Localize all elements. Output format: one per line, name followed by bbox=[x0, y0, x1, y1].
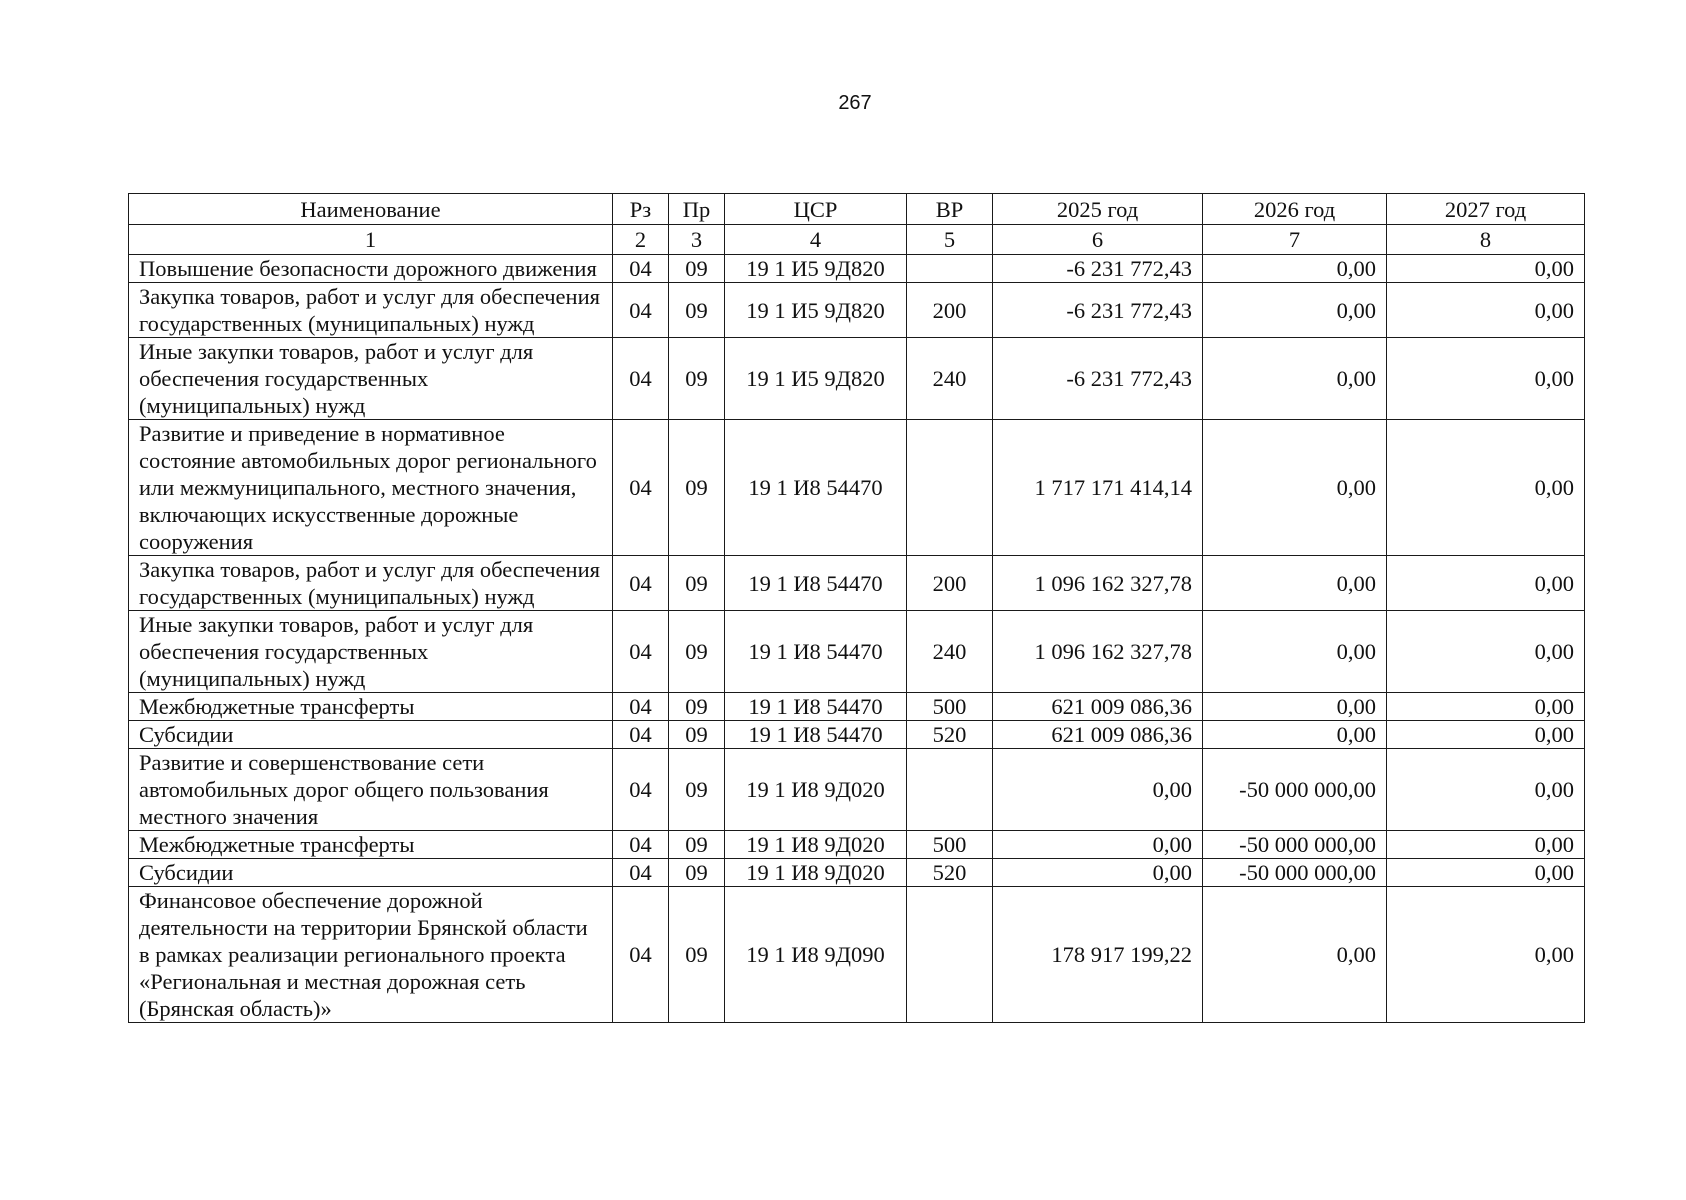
row-csr: 19 1 И8 54470 bbox=[725, 611, 907, 693]
row-pr: 09 bbox=[669, 255, 725, 283]
row-pr: 09 bbox=[669, 611, 725, 693]
row-rz: 04 bbox=[613, 693, 669, 721]
row-rz: 04 bbox=[613, 831, 669, 859]
budget-table bbox=[128, 193, 1585, 1023]
row-vr: 240 bbox=[907, 338, 993, 420]
row-2027: 0,00 bbox=[1387, 831, 1585, 859]
row-vr: 200 bbox=[907, 556, 993, 611]
row-2025: 0,00 bbox=[993, 749, 1203, 831]
row-pr: 09 bbox=[669, 338, 725, 420]
row-rz: 04 bbox=[613, 255, 669, 283]
row-csr: 19 1 И8 54470 bbox=[725, 420, 907, 556]
row-vr bbox=[907, 887, 993, 1023]
row-2026: -50 000 000,00 bbox=[1203, 749, 1387, 831]
row-name: Межбюджетные трансферты bbox=[129, 831, 613, 859]
row-pr: 09 bbox=[669, 831, 725, 859]
table-row bbox=[129, 693, 1585, 721]
row-2026: 0,00 bbox=[1203, 611, 1387, 693]
column-number: 2 bbox=[613, 225, 669, 255]
row-2025: -6 231 772,43 bbox=[993, 338, 1203, 420]
row-2026: 0,00 bbox=[1203, 721, 1387, 749]
column-number: 4 bbox=[725, 225, 907, 255]
row-2026: 0,00 bbox=[1203, 420, 1387, 556]
row-2027: 0,00 bbox=[1387, 887, 1585, 1023]
header-row bbox=[129, 194, 1585, 225]
row-csr: 19 1 И5 9Д820 bbox=[725, 255, 907, 283]
row-2025: 178 917 199,22 bbox=[993, 887, 1203, 1023]
column-number: 5 bbox=[907, 225, 993, 255]
table-row bbox=[129, 283, 1585, 338]
row-name: Финансовое обеспечение дорожной деятельности на территории Брянской области в рамках реализации регионального проекта «Региональная и местная дорожная сеть (Брянская область)» bbox=[129, 887, 613, 1023]
row-2027: 0,00 bbox=[1387, 749, 1585, 831]
row-2025: 621 009 086,36 bbox=[993, 721, 1203, 749]
table-row bbox=[129, 255, 1585, 283]
row-rz: 04 bbox=[613, 338, 669, 420]
row-name: Межбюджетные трансферты bbox=[129, 693, 613, 721]
row-vr: 500 bbox=[907, 693, 993, 721]
row-2027: 0,00 bbox=[1387, 611, 1585, 693]
header-pr: Пр bbox=[669, 194, 725, 225]
row-2027: 0,00 bbox=[1387, 693, 1585, 721]
row-2026: 0,00 bbox=[1203, 338, 1387, 420]
row-vr bbox=[907, 255, 993, 283]
column-number: 8 bbox=[1387, 225, 1585, 255]
row-csr: 19 1 И5 9Д820 bbox=[725, 283, 907, 338]
row-pr: 09 bbox=[669, 721, 725, 749]
row-name: Субсидии bbox=[129, 859, 613, 887]
header-csr: ЦСР bbox=[725, 194, 907, 225]
table-row bbox=[129, 611, 1585, 693]
row-rz: 04 bbox=[613, 721, 669, 749]
row-2026: -50 000 000,00 bbox=[1203, 831, 1387, 859]
table-row bbox=[129, 420, 1585, 556]
row-name: Повышение безопасности дорожного движения bbox=[129, 255, 613, 283]
row-csr: 19 1 И8 9Д020 bbox=[725, 749, 907, 831]
row-vr: 520 bbox=[907, 721, 993, 749]
row-2026: 0,00 bbox=[1203, 887, 1387, 1023]
row-pr: 09 bbox=[669, 556, 725, 611]
table-row bbox=[129, 721, 1585, 749]
row-rz: 04 bbox=[613, 611, 669, 693]
header-2026: 2026 год bbox=[1203, 194, 1387, 225]
row-2027: 0,00 bbox=[1387, 338, 1585, 420]
row-pr: 09 bbox=[669, 283, 725, 338]
column-number-row bbox=[129, 225, 1585, 255]
row-vr: 500 bbox=[907, 831, 993, 859]
row-name: Развитие и совершенствование сети автомобильных дорог общего пользования местного значения bbox=[129, 749, 613, 831]
table-row bbox=[129, 859, 1585, 887]
header-vr: ВР bbox=[907, 194, 993, 225]
row-vr bbox=[907, 749, 993, 831]
row-name: Иные закупки товаров, работ и услуг для обеспечения государственных (муниципальных) нужд bbox=[129, 338, 613, 420]
row-vr: 240 bbox=[907, 611, 993, 693]
row-name: Закупка товаров, работ и услуг для обеспечения государственных (муниципальных) нужд bbox=[129, 283, 613, 338]
row-2026: 0,00 bbox=[1203, 283, 1387, 338]
row-2025: 1 096 162 327,78 bbox=[993, 556, 1203, 611]
table-row bbox=[129, 338, 1585, 420]
row-csr: 19 1 И8 54470 bbox=[725, 556, 907, 611]
row-name: Развитие и приведение в нормативное состояние автомобильных дорог регионального или межмуниципального, местного значения, включающих искусственные дорожные сооружения bbox=[129, 420, 613, 556]
column-number: 1 bbox=[129, 225, 613, 255]
header-rz: Рз bbox=[613, 194, 669, 225]
row-name: Субсидии bbox=[129, 721, 613, 749]
row-rz: 04 bbox=[613, 283, 669, 338]
row-rz: 04 bbox=[613, 420, 669, 556]
header-2025: 2025 год bbox=[993, 194, 1203, 225]
row-2027: 0,00 bbox=[1387, 283, 1585, 338]
row-2025: 1 717 171 414,14 bbox=[993, 420, 1203, 556]
row-name: Иные закупки товаров, работ и услуг для обеспечения государственных (муниципальных) нужд bbox=[129, 611, 613, 693]
row-pr: 09 bbox=[669, 887, 725, 1023]
row-rz: 04 bbox=[613, 749, 669, 831]
column-number: 6 bbox=[993, 225, 1203, 255]
row-vr: 520 bbox=[907, 859, 993, 887]
row-2027: 0,00 bbox=[1387, 420, 1585, 556]
row-2025: -6 231 772,43 bbox=[993, 255, 1203, 283]
row-csr: 19 1 И8 9Д020 bbox=[725, 831, 907, 859]
row-2026: 0,00 bbox=[1203, 693, 1387, 721]
row-pr: 09 bbox=[669, 420, 725, 556]
row-2027: 0,00 bbox=[1387, 859, 1585, 887]
row-2026: 0,00 bbox=[1203, 556, 1387, 611]
table-row bbox=[129, 831, 1585, 859]
row-name: Закупка товаров, работ и услуг для обеспечения государственных (муниципальных) нужд bbox=[129, 556, 613, 611]
row-2026: 0,00 bbox=[1203, 255, 1387, 283]
row-rz: 04 bbox=[613, 887, 669, 1023]
row-2026: -50 000 000,00 bbox=[1203, 859, 1387, 887]
row-2027: 0,00 bbox=[1387, 255, 1585, 283]
row-csr: 19 1 И5 9Д820 bbox=[725, 338, 907, 420]
row-pr: 09 bbox=[669, 693, 725, 721]
row-csr: 19 1 И8 9Д090 bbox=[725, 887, 907, 1023]
table-row bbox=[129, 887, 1585, 1023]
header-name: Наименование bbox=[129, 194, 613, 225]
row-2025: 0,00 bbox=[993, 859, 1203, 887]
row-2025: 1 096 162 327,78 bbox=[993, 611, 1203, 693]
column-number: 7 bbox=[1203, 225, 1387, 255]
row-csr: 19 1 И8 9Д020 bbox=[725, 859, 907, 887]
header-2027: 2027 год bbox=[1387, 194, 1585, 225]
row-rz: 04 bbox=[613, 556, 669, 611]
column-number: 3 bbox=[669, 225, 725, 255]
row-vr bbox=[907, 420, 993, 556]
table-row bbox=[129, 749, 1585, 831]
row-csr: 19 1 И8 54470 bbox=[725, 721, 907, 749]
row-2027: 0,00 bbox=[1387, 556, 1585, 611]
row-2025: 0,00 bbox=[993, 831, 1203, 859]
page-number: 267 bbox=[838, 92, 872, 114]
table-row bbox=[129, 556, 1585, 611]
row-csr: 19 1 И8 54470 bbox=[725, 693, 907, 721]
row-pr: 09 bbox=[669, 859, 725, 887]
row-vr: 200 bbox=[907, 283, 993, 338]
row-2025: 621 009 086,36 bbox=[993, 693, 1203, 721]
row-2025: -6 231 772,43 bbox=[993, 283, 1203, 338]
row-rz: 04 bbox=[613, 859, 669, 887]
row-pr: 09 bbox=[669, 749, 725, 831]
row-2027: 0,00 bbox=[1387, 721, 1585, 749]
